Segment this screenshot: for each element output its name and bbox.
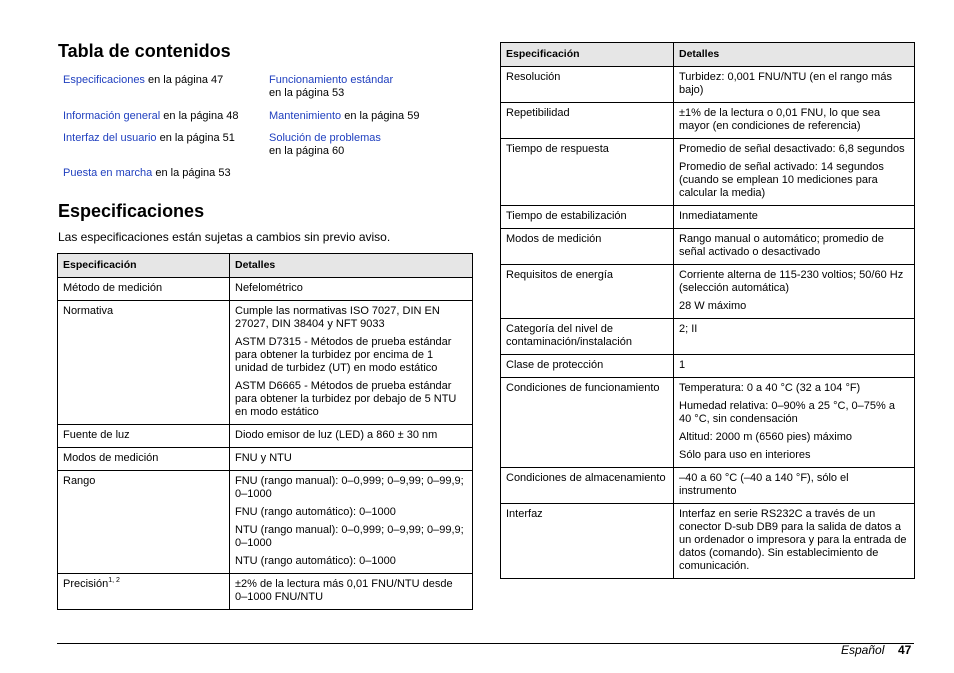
specifications-table-left [57, 253, 473, 610]
footer-divider [57, 643, 914, 644]
spec-detail-line: 2; II [679, 323, 698, 335]
spec-detail-line: FNU (rango automático): 0–1000 [235, 506, 396, 518]
spec-name-cell [501, 468, 674, 504]
spec-name: Requisitos de energía [506, 269, 614, 281]
spec-details-cell [674, 139, 915, 206]
spec-details-cell [230, 471, 473, 574]
spec-details-cell [230, 301, 473, 425]
spec-details-cell [674, 468, 915, 504]
spec-name: Clase de protección [506, 359, 604, 371]
toc-link[interactable]: Funcionamiento estándar [269, 74, 394, 86]
spec-name-cell [501, 504, 674, 579]
spec-details-cell [674, 504, 915, 579]
toc-entry-solucion-problemas[interactable] [269, 132, 469, 158]
toc-link[interactable]: Mantenimiento [269, 110, 342, 122]
specifications-table-right [500, 42, 915, 579]
spec-name: Tiempo de respuesta [506, 143, 609, 155]
spec-name: Tiempo de estabilización [506, 210, 627, 222]
table-row [501, 206, 915, 229]
table-row [501, 378, 915, 468]
spec-name: Rango [63, 475, 96, 487]
table-row [501, 103, 915, 139]
spec-name: Precisión [63, 578, 109, 590]
spec-detail-line: ±2% de la lectura más 0,01 FNU/NTU desde 0–1000 FNU/NTU [235, 578, 453, 603]
table-header-row [58, 254, 473, 278]
spec-detail-line: Diodo emisor de luz (LED) a 860 ± 30 nm [235, 429, 438, 441]
spec-detail-line: Promedio de señal activado: 14 segundos (cuando se emplean 10 mediciones para calcular la media) [679, 161, 884, 199]
spec-name: Modos de medición [63, 452, 159, 464]
column-header-details: Detalles [674, 43, 915, 67]
table-row [501, 319, 915, 355]
toc-link[interactable]: Información general [63, 110, 161, 122]
spec-detail-line: Promedio de señal desactivado: 6,8 segundos [679, 143, 905, 155]
toc-page-ref: en la página 51 [156, 132, 235, 144]
spec-details-cell [674, 103, 915, 139]
spec-name-cell [58, 278, 230, 301]
table-row [501, 265, 915, 319]
spec-name: Normativa [63, 305, 114, 317]
spec-detail-line: Turbidez: 0,001 FNU/NTU (en el rango más bajo) [679, 71, 892, 96]
spec-name-cell [58, 448, 230, 471]
table-row [501, 67, 915, 103]
spec-name-cell [58, 425, 230, 448]
toc-title: Tabla de contenidos [58, 41, 231, 61]
spec-detail-line: ±1% de la lectura o 0,01 FNU, lo que sea mayor (en condiciones de referencia) [679, 107, 881, 132]
spec-details-cell [230, 574, 473, 610]
toc-page-ref: en la página 48 [160, 110, 239, 122]
footnote-marker: 1, 2 [108, 577, 120, 584]
toc-link[interactable]: Interfaz del usuario [63, 132, 157, 144]
spec-detail-line: Rango manual o automático; promedio de señal activado o desactivado [679, 233, 884, 258]
spec-detail-line: FNU (rango manual): 0–0,999; 0–9,99; 0–99,9; 0–1000 [235, 475, 464, 500]
spec-name: Resolución [506, 71, 561, 83]
spec-detail-line: Inmediatamente [679, 210, 758, 222]
spec-details-cell [674, 206, 915, 229]
toc-page-ref: en la página 53 [152, 167, 231, 179]
spec-details-cell [674, 67, 915, 103]
spec-name-cell [501, 229, 674, 265]
spec-detail-line: Corriente alterna de 115-230 voltios; 50/60 Hz (selección automática) [679, 269, 904, 294]
spec-name: Condiciones de funcionamiento [506, 382, 660, 394]
spec-detail-line: Humedad relativa: 0–90% a 25 °C, 0–75% a 40 °C, sin condensación [679, 400, 895, 425]
spec-details-cell [230, 448, 473, 471]
spec-name-cell [501, 139, 674, 206]
toc-link[interactable]: Solución de problemas [269, 132, 381, 144]
footer-language: Español [841, 643, 885, 657]
spec-details-cell [674, 378, 915, 468]
toc-entry-informacion-general[interactable] [63, 110, 263, 123]
table-row [58, 448, 473, 471]
toc-entry-especificaciones[interactable] [63, 74, 263, 87]
toc-entry-funcionamiento-estandar[interactable] [269, 74, 469, 100]
spec-detail-line: FNU y NTU [235, 452, 292, 464]
spec-name-cell [501, 378, 674, 468]
table-row [58, 574, 473, 610]
toc-entry-interfaz-usuario[interactable] [63, 132, 263, 145]
spec-details-cell [674, 319, 915, 355]
spec-details-cell [674, 355, 915, 378]
spec-name: Interfaz [506, 508, 543, 520]
footer-page-number: 47 [898, 643, 912, 657]
spec-detail-line: Nefelométrico [235, 282, 303, 294]
spec-detail-line: Altitud: 2000 m (6560 pies) máximo [679, 431, 853, 443]
specifications-intro: Las especificaciones están sujetas a cambios sin previo aviso. [58, 230, 391, 244]
specifications-title: Especificaciones [58, 201, 205, 221]
spec-detail-line: ASTM D7315 - Métodos de prueba estándar para obtener la turbidez por encima de 1 unidad de turbidez (UT) en modo estático [235, 336, 452, 374]
spec-name-cell [501, 103, 674, 139]
spec-name-cell [58, 574, 230, 610]
table-row [58, 278, 473, 301]
spec-details-cell [230, 425, 473, 448]
spec-detail-line: NTU (rango automático): 0–1000 [235, 555, 396, 567]
spec-name-cell [501, 265, 674, 319]
spec-name: Fuente de luz [63, 429, 130, 441]
toc-page-ref: en la página 53 [269, 87, 345, 99]
spec-detail-line: Sólo para uso en interiores [679, 449, 811, 461]
toc-link[interactable]: Puesta en marcha [63, 167, 153, 179]
table-row [58, 301, 473, 425]
spec-name: Repetibilidad [506, 107, 570, 119]
spec-details-cell [674, 229, 915, 265]
spec-detail-line: 1 [679, 359, 686, 371]
spec-name: Modos de medición [506, 233, 602, 245]
table-header-row [501, 43, 915, 67]
spec-name-cell [501, 206, 674, 229]
toc-page-ref: en la página 47 [144, 74, 224, 86]
column-header-details: Detalles [230, 254, 473, 278]
table-row [501, 504, 915, 579]
spec-detail-line: ASTM D6665 - Métodos de prueba estándar para obtener la turbidez por debajo de 5 NTU en modo estático [235, 380, 457, 418]
spec-details-cell [674, 265, 915, 319]
column-header-spec: Especificación [58, 254, 230, 278]
spec-detail-line: 28 W máximo [679, 300, 747, 312]
spec-detail-line: Interfaz en serie RS232C a través de un conector D-sub DB9 para la salida de datos a un ordenador o impresora y para la entrada de datos (comando). Sin establecimiento de comunicación. [679, 508, 907, 572]
column-header-spec: Especificación [501, 43, 674, 67]
toc-entry-mantenimiento[interactable] [269, 110, 469, 123]
spec-name: Método de medición [63, 282, 163, 294]
spec-name: Condiciones de almacenamiento [506, 472, 666, 484]
spec-detail-line: NTU (rango manual): 0–0,999; 0–9,99; 0–99,9; 0–1000 [235, 524, 464, 549]
spec-name-cell [501, 67, 674, 103]
spec-detail-line: Cumple las normativas ISO 7027, DIN EN 27027, DIN 38404 y NFT 9033 [235, 305, 440, 330]
table-row [501, 229, 915, 265]
toc-page-ref: en la página 59 [341, 110, 420, 122]
toc-page-ref: en la página 60 [269, 145, 345, 157]
spec-detail-line: –40 a 60 °C (–40 a 140 °F), sólo el instrumento [679, 472, 849, 497]
spec-name-cell [501, 319, 674, 355]
toc-link[interactable]: Especificaciones [63, 74, 145, 86]
table-row [58, 425, 473, 448]
spec-detail-line: Temperatura: 0 a 40 °C (32 a 104 °F) [679, 382, 861, 394]
spec-name-cell [58, 301, 230, 425]
spec-name: Categoría del nivel de contaminación/instalación [506, 323, 632, 348]
toc-entry-puesta-en-marcha[interactable] [63, 167, 263, 180]
table-row [58, 471, 473, 574]
spec-details-cell [230, 278, 473, 301]
table-row [501, 139, 915, 206]
spec-name-cell [501, 355, 674, 378]
table-row [501, 468, 915, 504]
table-row [501, 355, 915, 378]
spec-name-cell [58, 471, 230, 574]
